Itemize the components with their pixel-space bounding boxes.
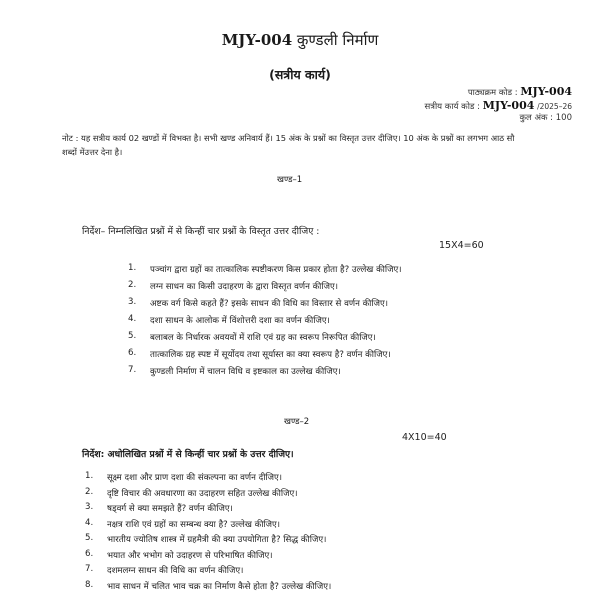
question-item: 1. सूक्ष्म दशा और प्राण दशा की संकल्पना का वर्णन दीजिए।	[85, 471, 283, 483]
section-2-instruction: निर्देश: अधोलिखित प्रश्नों में से किन्हीं चार प्रश्नों के उत्तर दीजिए।	[82, 449, 294, 460]
page-title	[0, 30, 600, 50]
question-item: 4. दशा साधन के आलोक में विंशोत्तरी दशा का वर्णन कीजिए।	[128, 314, 330, 326]
question-item: 1. पञ्चांग द्वारा ग्रहों का तात्कालिक स्पष्टीकरण किस प्रकार होता है? उल्लेख कीजिए।	[128, 263, 402, 275]
course-code-label: पाठ्यक्रम कोड :	[467, 88, 518, 98]
question-item: 6. भयात और भभोग को उदाहरण से परिभाषित कीजिए।	[85, 548, 273, 561]
total-marks-label: कुल अंक :	[519, 113, 554, 123]
section-1-marks: 15X4=60	[439, 240, 484, 251]
question-item: 2. लग्न साधन का किसी उदाहरण के द्वारा विस्तृत वर्णन कीजिए।	[128, 280, 339, 292]
page-subtitle: (सत्रीय कार्य)	[269, 67, 331, 82]
section-1-instruction: निर्देश– निम्नलिखित प्रश्नों में से किन्हीं चार प्रश्नों के विस्तृत उत्तर दीजिए :	[82, 226, 320, 237]
assignment-code-label: सत्रीय कार्य कोड :	[424, 102, 481, 112]
assignment-note: नोट : यह सत्रीय कार्य 02 खण्डों में विभक्त है। सभी खण्ड अनिवार्य हैं। 15 अंक के प्रश्नों का विस्तृत उत्तर दीजिए। 10 अंक के प्रश्नों का लगभग आठ सौ शब्दों मेंउत्तर देना है।	[62, 133, 515, 157]
question-item: 3. अष्टक वर्ग किसे कहते हैं? इसके साधन की विधि का विस्तार से वर्णन कीजिए।	[128, 297, 389, 309]
question-item: 7. दशमलग्न साधन की विधि का वर्णन कीजिए।	[85, 564, 244, 576]
section-1-heading: खण्ड–1	[277, 175, 303, 185]
question-item: 2. दृष्टि विचार की अवधारणा का उदाहरण सहित उल्लेख कीजिए।	[85, 486, 298, 499]
section-2-heading: खण्ड–2	[284, 417, 310, 427]
section-1-question-list	[128, 263, 402, 382]
question-item: 8. भाव साधन में चलित भाव चक्र का निर्माण कैसे होता है? उल्लेख कीजिए।	[85, 579, 332, 592]
course-code-value: MJY-004	[520, 85, 572, 98]
assignment-code-line	[425, 99, 572, 112]
course-name-title: कुण्डली निर्माण	[296, 31, 379, 49]
section-2-question-list	[85, 471, 332, 595]
question-item: 3. षड्वर्ग से क्या समझते हैं? वर्णन कीजिए।	[85, 502, 233, 514]
total-marks-line	[519, 112, 572, 123]
question-item: 6. तात्कालिक ग्रह स्पष्ट में सूर्योदय तथा सूर्यास्त का क्या स्वरूप है? वर्णन कीजिए।	[128, 348, 391, 360]
course-code-title: MJY-004	[221, 31, 293, 49]
course-code-line	[468, 85, 572, 98]
total-marks-value: 100	[555, 113, 572, 123]
question-item: 5. भारतीय ज्योतिष शास्त्र में ग्रहमैत्री की क्या उपयोगिता है? सिद्ध कीजिए।	[85, 533, 327, 545]
question-item: 4. नक्षत्र राशि एवं ग्रहों का सम्बन्ध क्या है? उल्लेख कीजिए।	[85, 517, 281, 530]
question-item: 5. बलाबल के निर्धारक अवयवों में राशि एवं ग्रह का स्वरूप निरूपित कीजिए।	[128, 331, 376, 343]
session-value: /2025–26	[537, 102, 572, 111]
question-item: 7. कुण्डली निर्माण में चालन विधि व इष्टकाल का उल्लेख कीजिए।	[128, 365, 341, 377]
assignment-code-value: MJY-004	[482, 99, 535, 112]
section-2-marks: 4X10=40	[402, 432, 447, 443]
